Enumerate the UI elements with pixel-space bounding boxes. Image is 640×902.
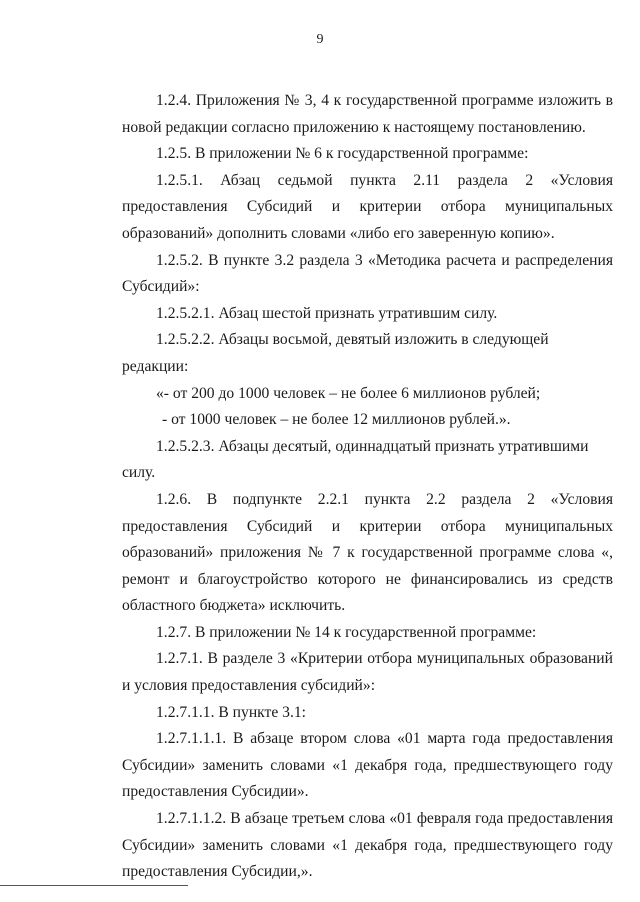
paragraph-1-2-4: 1.2.4. Приложения № 3, 4 к государственной программе изложить в новой редакции согласно приложению к настоящему постановлению. (122, 92, 613, 136)
paragraph-1-2-5-2-1: 1.2.5.2.1. Абзац шестой признать утратившим силу. (156, 304, 498, 322)
paragraph-1-2-6: 1.2.6. В подпункте 2.2.1 пункта 2.2 раздела 2 «Условия предоставления Субсидий и критерии отбора муниципальных образований» приложения № 7 к государственной программе слова «, ремонт и благоустройство которого не финансировались из средств областного бюджета» исключить. (122, 490, 613, 615)
paragraph-1-2-7-1-1-1: 1.2.7.1.1.1. В абзаце втором слова «01 марта года предоставления Субсидии» заменить словами «1 декабря года, предшествующего году предоставления Субсидии». (122, 730, 613, 801)
paragraph-1-2-5-2-3: 1.2.5.2.3. Абзацы десятый, одиннадцатый признать утратившими силу. (122, 437, 589, 482)
paragraph-1-2-5-2: 1.2.5.2. В пункте 3.2 раздела 3 «Методика расчета и распределения Субсидий»: (122, 251, 613, 296)
paragraph-1-2-7: 1.2.7. В приложении № 14 к государственной программе: (156, 623, 537, 641)
paragraph-1-2-5-2-2: 1.2.5.2.2. Абзацы восьмой, девятый изложить в следующей редакции: (122, 331, 549, 375)
quote-line-2: - от 1000 человек – не более 12 миллионов рублей.». (162, 411, 511, 429)
document-body (122, 88, 613, 886)
paragraph-1-2-5: 1.2.5. В приложении № 6 к государственной программе: (156, 145, 529, 163)
footer-divider (0, 885, 188, 886)
paragraph-1-2-7-1-1: 1.2.7.1.1. В пункте 3.1: (156, 703, 306, 721)
paragraph-1-2-5-1: 1.2.5.1. Абзац седьмой пункта 2.11 раздела 2 «Условия предоставления Субсидий и критерии отбора муниципальных образований» дополнить словами «либо его заверенную копию». (122, 171, 613, 242)
paragraph-1-2-7-1-1-2: 1.2.7.1.1.2. В абзаце третьем слова «01 февраля года предоставления Субсидии» заменить словами «1 декабря года, предшествующего году предоставления Субсидии,». (122, 810, 613, 881)
paragraph-1-2-7-1: 1.2.7.1. В разделе 3 «Критерии отбора муниципальных образований и условия предоставления субсидий»: (122, 650, 613, 695)
quote-line-1: «- от 200 до 1000 человек – не более 6 миллионов рублей; (156, 384, 541, 402)
page-number: 9 (316, 32, 324, 47)
